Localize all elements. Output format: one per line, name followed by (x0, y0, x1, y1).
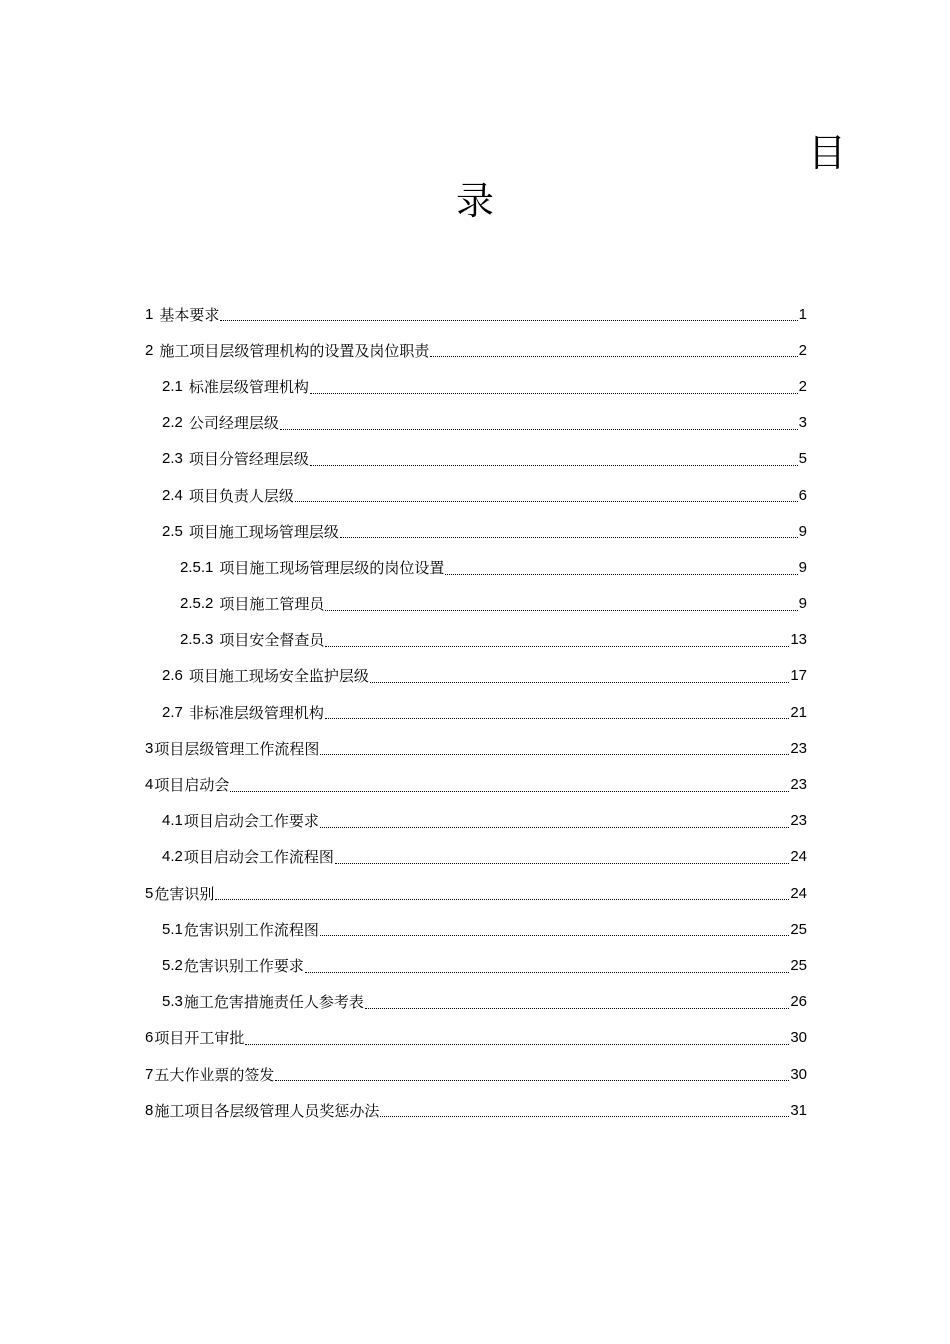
toc-entry-title: 施工项目各层级管理人员奖惩办法 (154, 1101, 380, 1120)
toc-entry-page: 24 (790, 884, 807, 902)
toc-dot-leader (335, 862, 789, 864)
toc-entry-number: 2 (145, 341, 154, 359)
toc-dot-leader (220, 319, 797, 321)
toc-entry-page: 6 (798, 486, 807, 504)
toc-entry[interactable] (145, 1092, 807, 1128)
toc-entry-page: 17 (790, 667, 807, 685)
toc-entry-page: 13 (790, 631, 807, 649)
toc-entry-page: 21 (790, 703, 807, 721)
toc-entry-number: 5.3 (162, 993, 183, 1011)
toc-entry-page: 23 (790, 739, 807, 757)
toc-entry[interactable] (145, 441, 807, 477)
toc-dot-leader (325, 609, 797, 611)
toc-dot-leader (245, 1043, 789, 1045)
toc-entry[interactable] (145, 1056, 807, 1092)
toc-entry-number: 2.3 (162, 450, 183, 468)
toc-entry[interactable] (145, 332, 807, 368)
toc-entry-number: 5.1 (162, 920, 183, 938)
toc-entry-page: 2 (798, 377, 807, 395)
toc-entry-page: 9 (798, 595, 807, 613)
toc-entry-title: 基本要求 (159, 305, 220, 324)
toc-dot-leader (320, 934, 789, 936)
toc-dot-leader (305, 971, 789, 973)
toc-entry[interactable] (145, 875, 807, 911)
toc-entry[interactable] (145, 368, 807, 404)
toc-entry[interactable] (145, 405, 807, 441)
toc-entry-page: 9 (798, 522, 807, 540)
toc-entry[interactable] (145, 622, 807, 658)
toc-entry-page: 30 (790, 1029, 807, 1047)
toc-entry[interactable] (145, 658, 807, 694)
toc-entry-page: 25 (790, 920, 807, 938)
toc-entry[interactable] (145, 513, 807, 549)
toc-dot-leader (320, 826, 789, 828)
toc-entry[interactable] (145, 947, 807, 983)
toc-entry[interactable] (145, 911, 807, 947)
toc-entry-number: 2.5 (162, 522, 183, 540)
toc-entry-page: 31 (790, 1101, 807, 1119)
toc-entry-page: 23 (790, 776, 807, 794)
toc-entry-page: 23 (790, 812, 807, 830)
toc-entry-number: 2.5.1 (180, 558, 214, 576)
toc-entry[interactable] (145, 730, 807, 766)
toc-dot-leader (340, 536, 798, 538)
toc-entry-number: 2.7 (162, 703, 183, 721)
toc-entry-title: 施工危害措施责任人参考表 (183, 993, 364, 1012)
toc-entry-title: 非标准层级管理机构 (188, 703, 324, 722)
toc-entry-page: 9 (798, 558, 807, 576)
toc-entry-page: 2 (798, 341, 807, 359)
toc-entry-number: 2.1 (162, 377, 183, 395)
toc-entry[interactable] (145, 549, 807, 585)
toc-entry-title: 项目施工现场安全监护层级 (188, 667, 369, 686)
toc-entry-title: 五大作业票的签发 (154, 1065, 275, 1084)
toc-entry-title: 项目启动会工作要求 (183, 812, 319, 831)
toc-entry-page: 26 (790, 993, 807, 1011)
toc-entry-number: 2.4 (162, 486, 183, 504)
toc-entry-title: 项目负责人层级 (188, 486, 294, 505)
toc-entry-page: 1 (798, 305, 807, 323)
toc-entry-number: 4 (145, 776, 154, 794)
toc-dot-leader (325, 717, 789, 719)
toc-dot-leader (215, 898, 789, 900)
toc-entry-title: 项目安全督查员 (219, 631, 325, 650)
toc-dot-leader (380, 1115, 789, 1117)
toc-dot-leader (280, 428, 798, 430)
toc-dot-leader (430, 355, 797, 357)
toc-entry-title: 项目施工现场管理层级的岗位设置 (219, 558, 445, 577)
toc-entry-number: 2.6 (162, 667, 183, 685)
toc-entry-number: 4.1 (162, 812, 183, 830)
toc-dot-leader (325, 645, 789, 647)
toc-entry[interactable] (145, 803, 807, 839)
toc-entry-page: 25 (790, 956, 807, 974)
toc-dot-leader (230, 790, 789, 792)
toc-entry-number: 3 (145, 739, 154, 757)
toc-dot-leader (310, 392, 798, 394)
toc-entry[interactable] (145, 984, 807, 1020)
toc-title-char-1: 目 (808, 131, 847, 175)
toc-dot-leader (295, 500, 798, 502)
toc-entry[interactable] (145, 296, 807, 332)
toc-entry-number: 2.5.2 (180, 595, 214, 613)
table-of-contents (145, 296, 807, 1128)
toc-entry-title: 施工项目层级管理机构的设置及岗位职责 (159, 341, 430, 360)
toc-entry[interactable] (145, 586, 807, 622)
toc-entry-page: 30 (790, 1065, 807, 1083)
toc-entry-title: 项目层级管理工作流程图 (154, 739, 320, 758)
toc-dot-leader (310, 464, 798, 466)
toc-entry-number: 2.5.3 (180, 631, 214, 649)
toc-entry-number: 2.2 (162, 414, 183, 432)
toc-entry[interactable] (145, 766, 807, 802)
toc-entry-number: 4.2 (162, 848, 183, 866)
toc-dot-leader (445, 573, 797, 575)
toc-entry-title: 项目分管经理层级 (188, 450, 309, 469)
toc-entry-title: 项目施工管理员 (219, 595, 325, 614)
toc-entry[interactable] (145, 477, 807, 513)
toc-entry-number: 7 (145, 1065, 154, 1083)
toc-entry-number: 1 (145, 305, 154, 323)
toc-entry-title: 项目施工现场管理层级 (188, 522, 339, 541)
toc-entry-page: 3 (798, 414, 807, 432)
toc-entry[interactable] (145, 1020, 807, 1056)
toc-entry-title: 标准层级管理机构 (188, 377, 309, 396)
toc-entry-page: 24 (790, 848, 807, 866)
toc-title-char-2: 录 (456, 179, 495, 223)
toc-entry-title: 危害识别工作流程图 (183, 920, 319, 939)
toc-entry-number: 5 (145, 884, 154, 902)
toc-entry-title: 公司经理层级 (188, 414, 279, 433)
toc-dot-leader (370, 681, 789, 683)
toc-entry-number: 5.2 (162, 956, 183, 974)
toc-entry-title: 项目开工审批 (154, 1029, 245, 1048)
toc-dot-leader (320, 753, 789, 755)
toc-entry-title: 项目启动会 (154, 776, 230, 795)
toc-entry[interactable] (145, 694, 807, 730)
toc-entry[interactable] (145, 839, 807, 875)
toc-entry-number: 8 (145, 1101, 154, 1119)
toc-dot-leader (365, 1007, 789, 1009)
toc-entry-title: 危害识别 (154, 884, 215, 903)
toc-dot-leader (275, 1079, 789, 1081)
toc-entry-page: 5 (798, 450, 807, 468)
toc-entry-title: 危害识别工作要求 (183, 956, 304, 975)
toc-entry-number: 6 (145, 1029, 154, 1047)
toc-entry-title: 项目启动会工作流程图 (183, 848, 334, 867)
